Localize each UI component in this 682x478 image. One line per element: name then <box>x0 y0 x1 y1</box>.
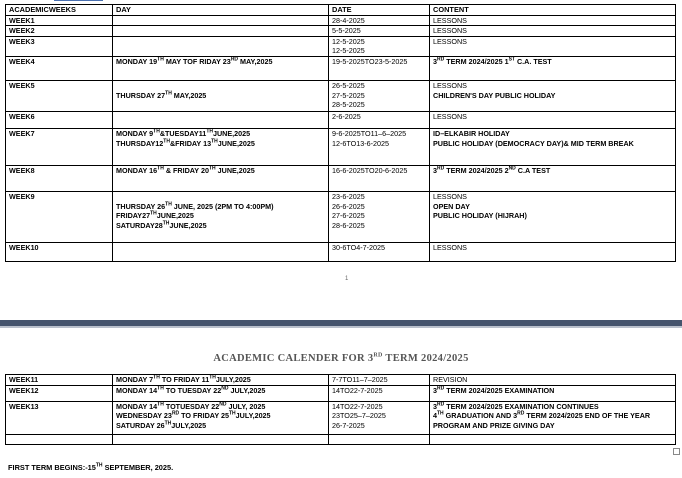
date-cell-line: 12-5-2025 <box>332 36 365 46</box>
content-cell <box>430 111 676 128</box>
date-cell <box>329 15 430 26</box>
day-cell-line: THURSDAY 27TH MAY,2025 <box>116 90 207 100</box>
content-cell <box>430 80 676 111</box>
date-cell <box>329 36 430 56</box>
date-cell-line: 27-5-2025 <box>332 90 365 100</box>
day-cell-line <box>116 192 325 202</box>
table-row <box>6 15 676 26</box>
week-cell <box>6 434 113 444</box>
table-row <box>6 80 676 111</box>
date-cell-line: 5-5-2025 <box>332 26 361 36</box>
day-cell <box>113 401 329 434</box>
table-row <box>6 375 676 386</box>
page-number: 1 <box>345 276 349 282</box>
day-cell <box>113 385 329 401</box>
table-row <box>6 242 676 261</box>
page-title: ACADEMIC CALENDER FOR 3RD TERM 2024/2025 <box>213 352 469 364</box>
day-cell <box>113 128 329 165</box>
week-cell: WEEK5 <box>6 80 113 111</box>
date-cell-line: 12-5-2025 <box>332 46 365 56</box>
date-cell <box>329 401 430 434</box>
date-cell <box>329 128 430 165</box>
first-term-note: FIRST TERM BEGINS:-15TH SEPTEMBER, 2025. <box>8 462 174 472</box>
content-cell-line: CHILDREN'S DAY PUBLIC HOLIDAY <box>433 90 556 100</box>
content-cell <box>430 56 676 80</box>
date-cell-line: 26-7-2025 <box>332 420 365 430</box>
day-cell-line: MONDAY 7TH TO FRIDAY 11THJULY,2025 <box>116 374 251 384</box>
header-academic-weeks: ACADEMICWEEKS <box>6 5 113 16</box>
week-cell: WEEK7 <box>6 128 113 165</box>
content-cell-line: 3RD TERM 2024/2025 1ST C.A. TEST <box>433 56 552 66</box>
content-cell-line: 3RD TERM 2024/2025 EXAMINATION <box>433 385 555 395</box>
date-cell-line: 26-6-2025 <box>332 201 365 211</box>
content-cell-line: 3RD TERM 2024/2025 EXAMINATION CONTINUES <box>433 401 599 411</box>
day-cell-line: MONDAY 14TH TO TUESDAY 22ND JULY,2025 <box>116 385 266 395</box>
date-cell-line: 14TO22-7-2025 <box>332 385 383 395</box>
content-cell <box>430 191 676 242</box>
content-cell-line: LESSONS <box>433 26 467 36</box>
date-cell-line: 16-6-2025TO20-6-2025 <box>332 165 408 175</box>
day-cell-line: THURSDAY 26TH JUNE, 2025 (2PM TO 4:00PM) <box>116 201 274 211</box>
day-cell-line: MONDAY 19TH MAY TOF RIDAY 23RD MAY,2025 <box>116 56 273 66</box>
table-row <box>6 111 676 128</box>
date-cell-line: 28-5-2025 <box>332 100 365 110</box>
table-row <box>6 165 676 191</box>
week-cell: WEEK9 <box>6 191 113 242</box>
date-cell-line: 2-6-2025 <box>332 111 361 121</box>
date-cell-line: 14TO22-7-2025 <box>332 401 383 411</box>
table-header-row <box>6 5 676 16</box>
date-cell-line: 28-6-2025 <box>332 220 365 230</box>
content-cell <box>430 375 676 386</box>
date-cell-line: 30-6TO4-7-2025 <box>332 242 386 252</box>
content-cell-line: LESSONS <box>433 111 467 121</box>
week-cell: WEEK10 <box>6 242 113 261</box>
week-cell: WEEK13 <box>6 401 113 434</box>
day-cell <box>113 111 329 128</box>
content-cell-line: LESSONS <box>433 36 467 46</box>
table-row <box>6 385 676 401</box>
date-cell <box>329 111 430 128</box>
content-cell-line: PUBLIC HOLIDAY (DEMOCRACY DAY)& MID TERM BREAK <box>433 138 634 148</box>
date-cell-line: 7-7TO11–7–2025 <box>332 375 388 384</box>
content-cell-line: LESSONS <box>433 15 467 25</box>
table-row <box>6 36 676 56</box>
table-row <box>6 191 676 242</box>
day-cell <box>113 56 329 80</box>
day-cell <box>113 434 329 444</box>
content-cell <box>430 36 676 56</box>
day-cell <box>113 242 329 261</box>
week-cell: WEEK11 <box>6 375 113 386</box>
day-cell-line: MONDAY 16TH & FRIDAY 20TH JUNE,2025 <box>116 165 255 175</box>
date-cell <box>329 56 430 80</box>
day-cell <box>113 36 329 56</box>
content-cell <box>430 128 676 165</box>
content-cell <box>430 434 676 444</box>
week-cell: WEEK3 <box>6 36 113 56</box>
date-cell <box>329 242 430 261</box>
content-cell-line: PROGRAM AND PRIZE GIVING DAY <box>433 420 555 430</box>
week-cell: WEEK12 <box>6 385 113 401</box>
table-row <box>6 26 676 37</box>
content-cell-line: LESSONS <box>433 80 467 90</box>
header-marker <box>54 0 103 2</box>
header-day: DAY <box>113 5 329 16</box>
day-cell-line <box>116 81 325 91</box>
content-cell-line: 4TH GRADUATION AND 3RD TERM 2024/2025 END OF THE YEAR <box>433 410 651 421</box>
date-cell-line: 9-6-2025TO11–6–2025 <box>332 128 407 138</box>
date-cell <box>329 375 430 386</box>
content-cell <box>430 165 676 191</box>
day-cell-line: WEDNESDAY 23RD TO FRIDAY 25THJULY,2025 <box>116 410 271 421</box>
date-cell <box>329 26 430 37</box>
header-content: CONTENT <box>430 5 676 16</box>
date-cell-line: 12-6TO13-6-2025 <box>332 138 390 148</box>
content-cell-line: OPEN DAY <box>433 201 470 211</box>
week-cell: WEEK2 <box>6 26 113 37</box>
table-row <box>6 434 676 444</box>
week-cell: WEEK4 <box>6 56 113 80</box>
table-row <box>6 56 676 80</box>
day-cell-line: SATURDAY28THJUNE,2025 <box>116 220 207 230</box>
week-cell: WEEK6 <box>6 111 113 128</box>
content-cell-line: REVISION <box>433 375 468 384</box>
date-cell-line: 23TO25–7–2025 <box>332 411 386 421</box>
date-cell-line: 27-6-2025 <box>332 211 365 221</box>
day-cell-line: MONDAY 9TH&TUESDAY11THJUNE,2025 <box>116 128 251 138</box>
content-cell <box>430 26 676 37</box>
table-row <box>6 128 676 165</box>
date-cell-line: 28-4-2025 <box>332 15 365 25</box>
date-cell <box>329 165 430 191</box>
date-cell <box>329 191 430 242</box>
content-cell <box>430 385 676 401</box>
week-cell: WEEK1 <box>6 15 113 26</box>
day-cell <box>113 191 329 242</box>
content-cell-line: ID–ELKABIR HOLIDAY <box>433 128 510 138</box>
date-cell-line: 26-5-2025 <box>332 80 365 90</box>
week-cell: WEEK8 <box>6 165 113 191</box>
page-break-shadow <box>0 326 682 328</box>
table-row <box>6 401 676 434</box>
date-cell-line: 19-5-2025TO23-5-2025 <box>332 56 408 66</box>
day-cell-line: MONDAY 14TH TOTUESDAY 22ND JULY, 2025 <box>116 401 266 411</box>
header-date: DATE <box>329 5 430 16</box>
day-cell <box>113 165 329 191</box>
day-cell-line: THURSDAY12TH&FRIDAY 13THJUNE,2025 <box>116 138 255 148</box>
day-cell <box>113 80 329 111</box>
date-cell <box>329 434 430 444</box>
content-cell <box>430 15 676 26</box>
content-cell-line: 3RD TERM 2024/2025 2ND C.A TEST <box>433 165 551 175</box>
day-cell <box>113 375 329 386</box>
calendar-table-part2 <box>5 374 676 445</box>
content-cell <box>430 242 676 261</box>
date-cell <box>329 80 430 111</box>
content-cell <box>430 401 676 434</box>
date-cell <box>329 385 430 401</box>
content-cell-line: LESSONS <box>433 242 467 252</box>
day-cell <box>113 26 329 37</box>
table-resize-handle[interactable] <box>673 448 680 455</box>
content-cell-line: PUBLIC HOLIDAY (HIJRAH) <box>433 211 527 221</box>
date-cell-line: 23-6-2025 <box>332 191 365 201</box>
day-cell <box>113 15 329 26</box>
day-cell-line: FRIDAY27THJUNE,2025 <box>116 210 194 221</box>
day-cell-line: SATURDAY 26THJULY,2025 <box>116 420 207 430</box>
calendar-table-part1 <box>5 4 676 262</box>
content-cell-line: LESSONS <box>433 191 467 201</box>
